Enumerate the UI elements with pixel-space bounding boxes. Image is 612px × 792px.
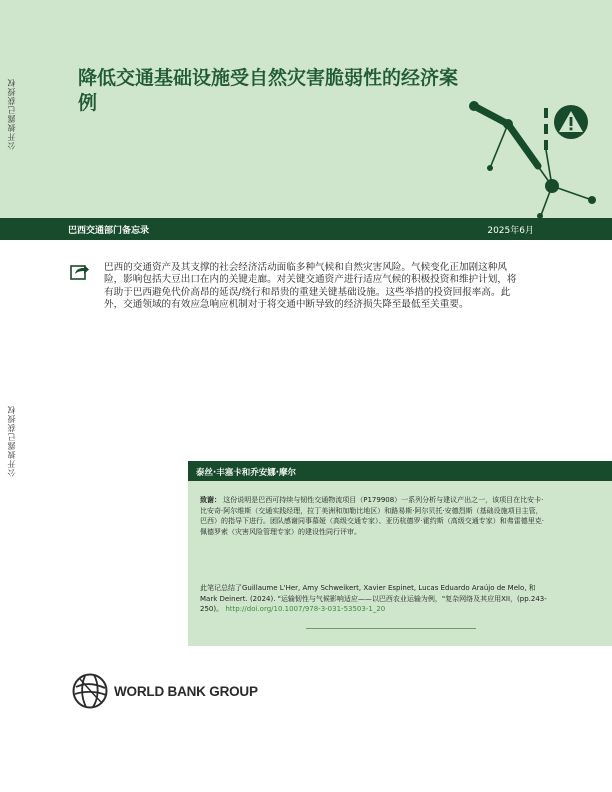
world-bank-logo (72, 673, 272, 711)
page-title: 降低交通基础设施受自然灾害脆弱性的经济案例 (78, 67, 459, 114)
abstract-text: 巴西的交通资产及其支撑的社会经济活动面临多种气候和自然灾害风险。气候变化正加剧这种风险，影响包括大豆出口在内的关键走廊。对关键交通资产进行适应气候的积极投资和维护计划，将有助于巴西避免代价高昂的延误/绕行和昂贵的重建关键基础设施。这些举措的投资回报率高。此外，交通领域的有效应急响应机制对于将交通中断导致的经济损失降至最低至关重要。 (104, 262, 517, 311)
divider (306, 628, 476, 629)
cover-hero (0, 0, 612, 218)
publication-date: 2025年6月 (487, 226, 534, 236)
series-label: 巴西交通部门备忘录 (68, 226, 150, 236)
doi-link[interactable]: http://doi.org/10.1007/978-3-031-53503-1_20 (225, 605, 386, 614)
world-bank-globe-icon (72, 673, 108, 709)
ack-label: 致谢： (200, 496, 221, 504)
share-icon[interactable] (70, 262, 90, 280)
network-warning-graphic (460, 88, 612, 218)
side-disclosure-label-bottom: 公开披露已获授权 (7, 405, 16, 477)
side-disclosure-label-top: 公开披露已获授权 (7, 78, 16, 150)
citation-text: 此笔记总结了Guillaume L'Her, Amy Schweikert, Xavier Espinet, Lucas Eduardo Araújo de Melo, 和Mark Deinert. (2024). "运输韧性与气候影响适应——以巴西农业运输为例，"复杂网络及其应用XII，(pp.243-250)。 (200, 584, 547, 614)
authors: 泰丝·丰塞卡和乔安娜·摩尔 (196, 468, 296, 478)
acknowledgement (200, 495, 548, 537)
warning-icon (553, 104, 589, 140)
author-header (188, 461, 612, 481)
series-band (0, 218, 612, 240)
citation (200, 583, 552, 615)
author-panel (188, 461, 612, 646)
logo-text: WORLD BANK GROUP (114, 684, 258, 699)
ack-text: 这份说明是巴西可持续与韧性交通物流项目（P179908）一系列分析与建议产出之一，该项目在比安卡·比安奇·阿尔维斯（交通实践经理，拉丁美洲和加勒比地区）和路易斯·阿尔贝托·安德烈斯（基础设施项目主管，巴西）的指导下进行。团队感谢同事慕娅（高级交通专家）、亚历杭德罗·霍约斯（高级交通专家）和弗雷德里克·佩德罗索（灾害风险管理专家）的建设性同行评审。 (200, 496, 544, 536)
